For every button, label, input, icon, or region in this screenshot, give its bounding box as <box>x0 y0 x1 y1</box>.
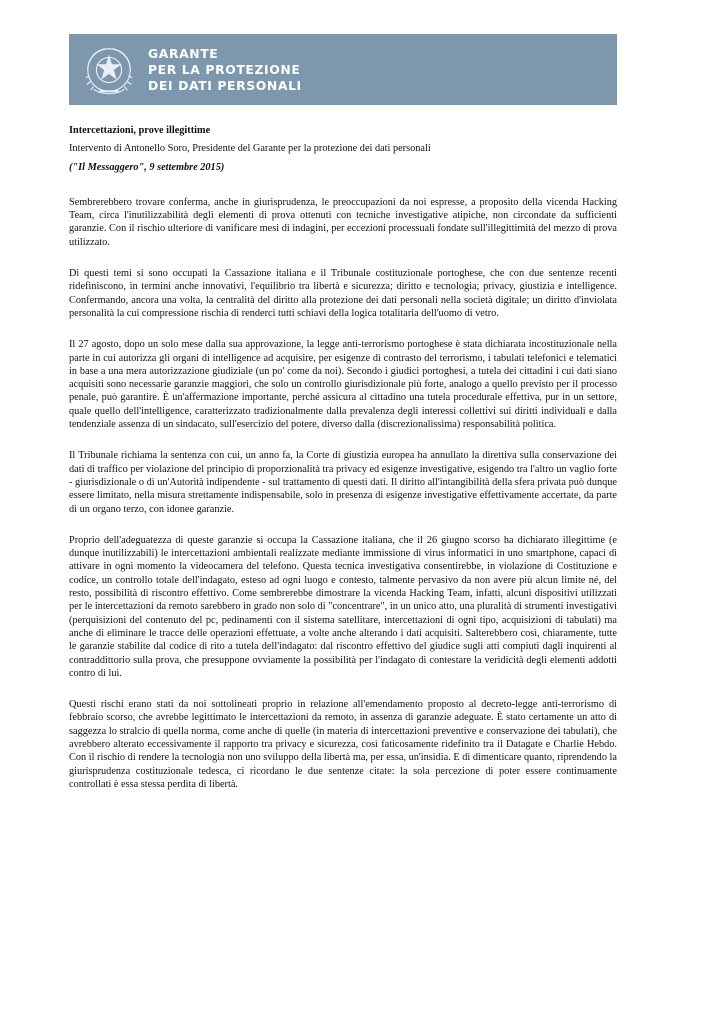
article-subtitle: Intervento di Antonello Soro, Presidente del Garante per la protezione dei dati personali <box>69 143 431 155</box>
article-paragraph-6: Questi rischi erano stati da noi sottolineati proprio in relazione all'emendamento proposto al decreto-legge anti-terrorismo di febbraio scorso, che avrebbe legittimato le intercettazioni da remoto, in assenza di garanzie adeguate. È stato certamente un atto di saggezza lo stralcio di quella norma, come anche di quelle (in materia di intercettazioni preventive e conservazione dei tabulati), che avrebbero alterato eccessivamente il rapporto tra privacy e sicurezza, così faticosamente ridefinito tra il Datagate e Charlie Hebdo. Con il rischio di rendere la tecnologia non uno sviluppo della libertà ma, per essa, un'insidia. E di dimenticare quanto, riprendendo la giurisprudenza costituzionale tedesca, ci ricordano le due sentenze citate: la sola percezione di poter essere continuamente controllati è essa stessa perdita di libertà. <box>69 699 617 790</box>
organization-name <box>148 46 302 94</box>
article-paragraph-4: Il Tribunale richiama la sentenza con cui, un anno fa, la Corte di giustizia europea ha annullato la direttiva sulla conservazione dei dati di traffico per violazione del principio di proporzionalità tra privacy ed esigenze investigative, esigendo tra l'altro un vaglio forte - giurisdizionale o di un'Autorità indipendente - sul trattamento di questi dati. Il diritto all'intangibilità della sfera privata può dunque essere limitato, nella misura strettamente indispensabile, solo in presenza di esigenze investigative effettivamente accertate, da parte di un organo terzo, con idonee garanzie. <box>69 450 617 515</box>
article-content <box>69 124 617 809</box>
article-source: ("Il Messaggero", 9 settembre 2015) <box>69 161 225 173</box>
article-paragraph-3: Il 27 agosto, dopo un solo mese dalla sua approvazione, la legge anti-terrorismo portoghese è stata dichiarata incostituzionale nella parte in cui autorizza gli organi di intelligence ad acquisire, per esigenze di contrasto del terrorismo, i tabulati telefonici e telematici in base a una mera autorizzazione giudiziale (un po' come da noi). Secondo i giudici portoghesi, a tutela dei cittadini i cui dati siano acquisiti sono necessarie garanzie maggiori, che solo un controllo giurisdizionale più forte, analogo a quello previsto per il processo penale, può garantire. È un'affermazione importante, perché assicura al cittadino una tutela procedurale effettiva, pur in un settore, quale quello dell'intelligence, caratterizzato tradizionalmente dalla prevalenza degli interessi collettivi sui diritti individuali e dalla tendenziale assenza di un sindacato, sull'esercizio del potere, diverso dalla (discrezionalissima) responsabilità politica. <box>69 339 617 431</box>
header-banner <box>69 34 617 105</box>
article-paragraph-5: Proprio dell'adeguatezza di queste garanzie si occupa la Cassazione italiana, che il 26 giugno scorso ha dichiarato illegittime (e dunque inutilizzabili) le intercettazioni ambientali realizzate mediante immissione di virus informatici in uno smartphone, capaci di attivare in ogni momento la videocamera del telefono. Questa tecnica investigativa consentirebbe, in violazione di Costituzione e codice, un controllo totale dell'indagato, esteso ad ogni luogo e contesto, talmente pervasivo da non avere più alcun limite né, del resto, possibilità di riscontro effettivo. Come sembrerebbe dimostrare la vicenda Hacking Team, infatti, alcuni dispositivi utilizzati per le intercettazioni da remoto sarebbero in grado non solo di "concentrare", in un unico atto, una pluralità di strumenti investigativi (perquisizioni del contenuto del pc, pedinamenti con il sistema satellitare, intercettazioni di ogni tipo, acquisizioni di tabulati) ma anche di eliminare le tracce delle operazioni effettuate, a volte anche alterando i dati acquisiti. Salterebbero così, chiaramente, tutte le garanzie stabilite dal codice di rito a tutela dell'indagato: dal riscontro effettivo del giudice sugli atti compiuti dagli inquirenti al contraddittorio sulla prova, che presuppone ovviamente la possibilità per l'indagato di contestare la veridicità degli elementi addotti contro di lui. <box>69 534 617 679</box>
article-title: Intercettazioni, prove illegittime <box>69 125 211 136</box>
article-paragraph-2: Di questi temi si sono occupati la Cassazione italiana e il Tribunale costituzionale portoghese, che con due sentenze recenti ridefiniscono, in termini anche innovativi, l'equilibrio tra libertà e sicurezza; diritto e tecnologia; privacy, giustizia e intelligence. Confermando, ancora una volta, la centralità del diritto alla protezione dei dati personali nella società digitale; un diritto d'inviolata personalità la cui compressione rischia di renderci tutti schiavi della logica totalitaria dell'uomo di vetro. <box>69 268 617 319</box>
org-name-line1: GARANTE <box>148 46 219 61</box>
org-name-line3: DEI DATI PERSONALI <box>148 78 302 93</box>
org-name-line2: PER LA PROTEZIONE <box>148 62 301 77</box>
italian-republic-emblem-icon <box>80 40 138 100</box>
article-paragraph-1: Sembrerebbero trovare conferma, anche in giurisprudenza, le preoccupazioni da noi espresse, a proposito della vicenda Hacking Team, circa l'inutilizzabilità degli elementi di prova ottenuti con tecniche investigative atipiche, non circondate da sufficienti garanzie. Con il rischio ulteriore di vanificare mesi di indagini, per eccezioni processuali fondate sull'illegittimità del mezzo di prova utilizzato. <box>69 196 617 248</box>
